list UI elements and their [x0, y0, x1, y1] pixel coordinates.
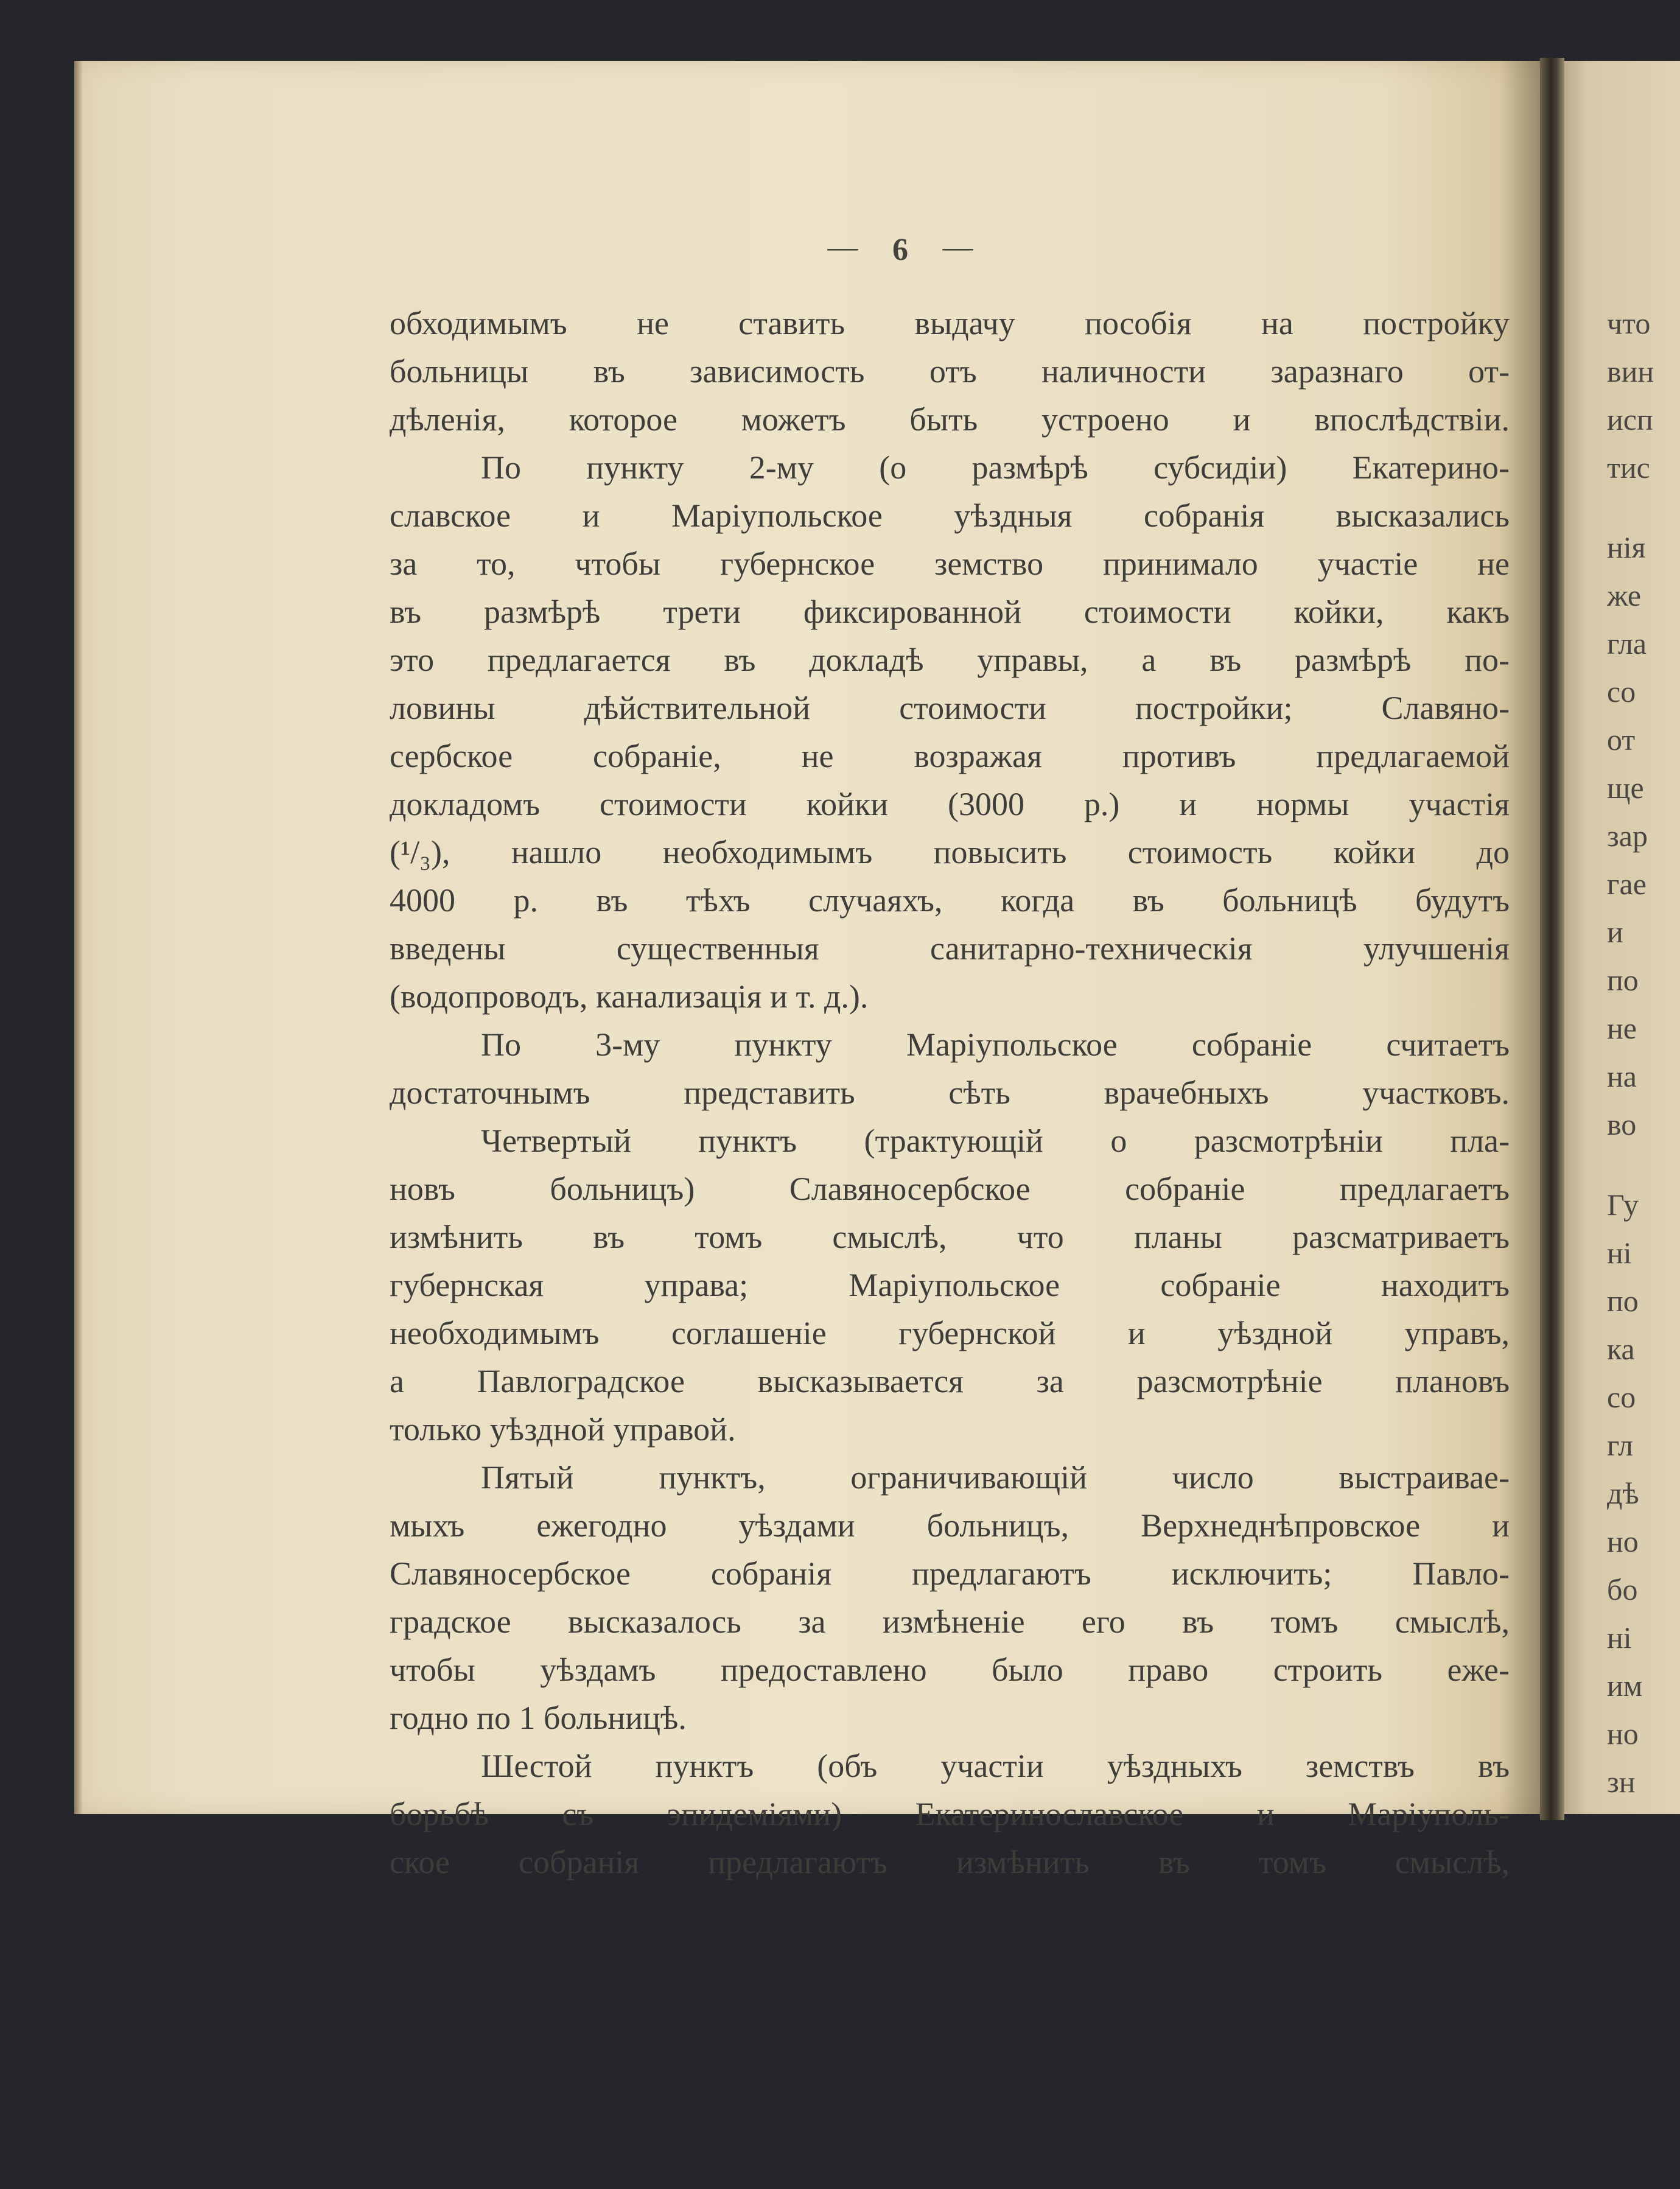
right-fragment: во — [1607, 1107, 1637, 1141]
text-line: дѣленія, которое можетъ быть устроено и впослѣдствіи. — [390, 401, 1510, 438]
text-line: докладомъ стоимости койки (3000 р.) и нормы участія — [390, 786, 1510, 822]
right-fragment: зн — [1607, 1765, 1636, 1799]
text-line: новъ больницъ) Славяносербское собраніе предлагаетъ — [390, 1171, 1510, 1207]
right-fragment: гла — [1607, 626, 1647, 660]
header-dash-left: — — [827, 229, 859, 264]
right-fragment: со — [1607, 674, 1636, 709]
text-line: обходимымъ не ставить выдачу пособія на постройку — [390, 305, 1510, 341]
right-fragment: же — [1607, 578, 1642, 612]
page-header — [730, 229, 1071, 268]
text-line: сербское собраніе, не возражая противъ предлагаемой — [390, 738, 1510, 774]
right-fragment: дѣ — [1607, 1476, 1639, 1510]
right-fragment: ні — [1607, 1620, 1632, 1655]
text-line: градское высказалось за измѣненіе его въ томъ смыслѣ, — [390, 1603, 1510, 1640]
right-fragment: со — [1607, 1380, 1636, 1414]
text-line: мыхъ ежегодно уѣздами больницъ, Верхнеднѣпровское и — [390, 1507, 1510, 1544]
book-gutter — [1540, 58, 1564, 1820]
right-fragment: вин — [1607, 354, 1654, 388]
text-line: измѣнить въ томъ смыслѣ, что планы разсматриваетъ — [390, 1219, 1510, 1255]
text-line: только уѣздной управой. — [390, 1411, 736, 1448]
text-line: (водопроводъ, канализація и т. д.). — [390, 978, 869, 1015]
text-line: а Павлоградское высказывается за разсмотрѣніе плановъ — [390, 1363, 1510, 1399]
right-fragment: ка — [1607, 1332, 1635, 1366]
text-line: введены существенныя санитарно-техническія улучшенія — [390, 930, 1510, 967]
text-line: достаточнымъ представить сѣть врачебныхъ участковъ. — [390, 1074, 1510, 1111]
right-fragment: исп — [1607, 402, 1653, 436]
right-fragment: не — [1607, 1011, 1637, 1045]
text-line: въ размѣрѣ трети фиксированной стоимости койки, какъ — [390, 594, 1510, 630]
right-fragment: и — [1607, 915, 1623, 949]
page-body-text — [390, 299, 1510, 1886]
text-line: Пятый пунктъ, ограничивающій число выстраивае- — [481, 1459, 1510, 1496]
text-line: борьбѣ съ эпидеміями) Екатеринославское и Маріуполь- — [390, 1796, 1510, 1832]
text-line: необходимымъ соглашеніе губернской и уѣздной управъ, — [390, 1315, 1510, 1351]
right-fragment: гае — [1607, 867, 1647, 901]
text-line: губернская управа; Маріупольское собраніе находитъ — [390, 1267, 1510, 1303]
page-number: 6 — [892, 233, 909, 268]
right-fragment: ще — [1607, 771, 1644, 805]
right-fragment: бо — [1607, 1572, 1638, 1606]
right-fragment: по — [1607, 963, 1639, 997]
text-line: Четвертый пунктъ (трактующій о разсмотрѣніи пла- — [481, 1123, 1510, 1159]
right-fragment: им — [1607, 1669, 1643, 1703]
text-line: Шестой пунктъ (объ участіи уѣздныхъ земствъ въ — [481, 1748, 1510, 1784]
text-line: (¹/₃), нашло необходимымъ повысить стоимость койки до — [390, 834, 1510, 870]
right-fragment: что — [1607, 306, 1651, 340]
text-line: больницы въ зависимость отъ наличности заразнаго от- — [390, 353, 1510, 390]
right-fragment: гл — [1607, 1428, 1633, 1462]
text-line: По пункту 2-му (о размѣрѣ субсидіи) Екатерино- — [481, 449, 1510, 486]
right-fragment: от — [1607, 723, 1636, 757]
right-fragment: тис — [1607, 450, 1650, 485]
right-fragment: зар — [1607, 819, 1648, 853]
text-line: 4000 р. въ тѣхъ случаяхъ, когда въ больницѣ будутъ — [390, 882, 1510, 919]
right-fragment: но — [1607, 1524, 1639, 1558]
right-fragment: но — [1607, 1717, 1639, 1751]
right-fragment: ні — [1607, 1236, 1632, 1270]
text-line: это предлагается въ докладѣ управы, а въ размѣрѣ по- — [390, 642, 1510, 678]
text-line: Славяносербское собранія предлагаютъ исключить; Павло- — [390, 1555, 1510, 1592]
text-line: ловины дѣйствительной стоимости постройки; Славяно- — [390, 690, 1510, 726]
text-line: ское собранія предлагаютъ измѣнить въ томъ смыслѣ, — [390, 1844, 1510, 1880]
text-line: славское и Маріупольское уѣздныя собранія высказались — [390, 497, 1510, 534]
text-line: годно по 1 больницѣ. — [390, 1700, 687, 1736]
text-line: По 3-му пункту Маріупольское собраніе считаетъ — [481, 1026, 1510, 1063]
right-fragment: по — [1607, 1284, 1639, 1318]
right-fragment: на — [1607, 1059, 1637, 1093]
right-fragment: нія — [1607, 530, 1646, 564]
text-line: чтобы уѣздамъ предоставлено было право строить еже- — [390, 1651, 1510, 1688]
header-dash-right: — — [942, 229, 975, 264]
text-line: за то, чтобы губернское земство принимало участіе не — [390, 545, 1510, 582]
right-fragment: Гу — [1607, 1188, 1639, 1222]
